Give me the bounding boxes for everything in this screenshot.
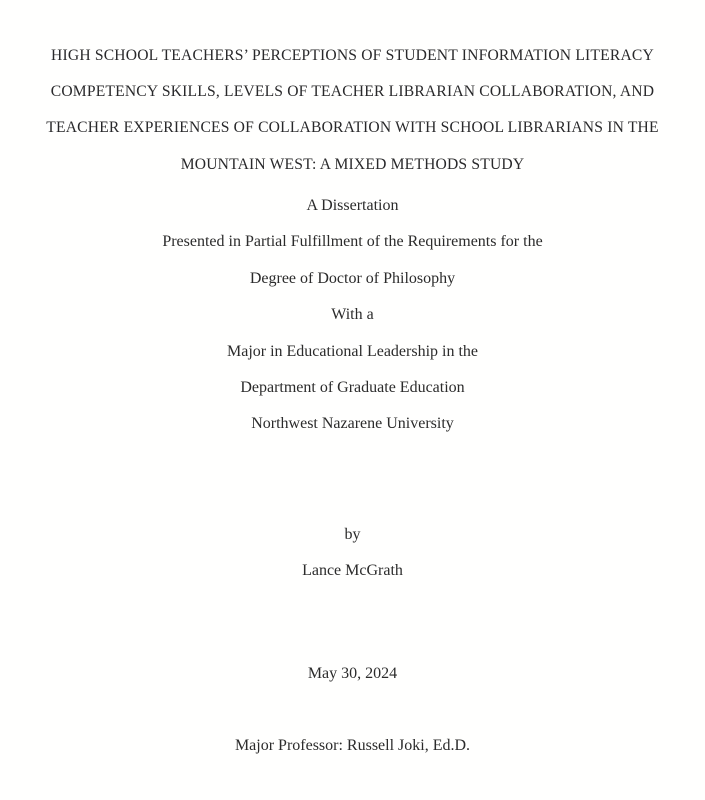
author-name: Lance McGrath xyxy=(302,562,403,580)
submission-date: May 30, 2024 xyxy=(307,665,398,682)
dissertation-title xyxy=(0,38,705,183)
title-line-4: MOUNTAIN WEST: A MIXED METHODS STUDY xyxy=(180,155,525,173)
connector-line: With a xyxy=(331,306,374,324)
author-block xyxy=(0,517,705,590)
title-line-2: COMPETENCY SKILLS, LEVELS OF TEACHER LIBRARIAN COLLABORATION, AND xyxy=(50,83,655,101)
title-line-1: HIGH SCHOOL TEACHERS’ PERCEPTIONS OF STUDENT INFORMATION LITERACY xyxy=(51,47,654,64)
degree-line: Degree of Doctor of Philosophy xyxy=(249,269,456,287)
department-line: Department of Graduate Education xyxy=(240,379,465,397)
purpose-line: Presented in Partial Fulfillment of the Requirements for the xyxy=(162,233,543,251)
institution-line: Northwest Nazarene University xyxy=(251,415,454,433)
major-professor: Major Professor: Russell Joki, Ed.D. xyxy=(234,737,471,754)
byline-label: by xyxy=(344,526,361,543)
document-type-line: A Dissertation xyxy=(306,197,399,214)
major-line: Major in Educational Leadership in the xyxy=(226,342,479,360)
title-line-3: TEACHER EXPERIENCES OF COLLABORATION WITH SCHOOL LIBRARIANS IN THE xyxy=(46,119,659,137)
degree-statement xyxy=(0,188,705,443)
